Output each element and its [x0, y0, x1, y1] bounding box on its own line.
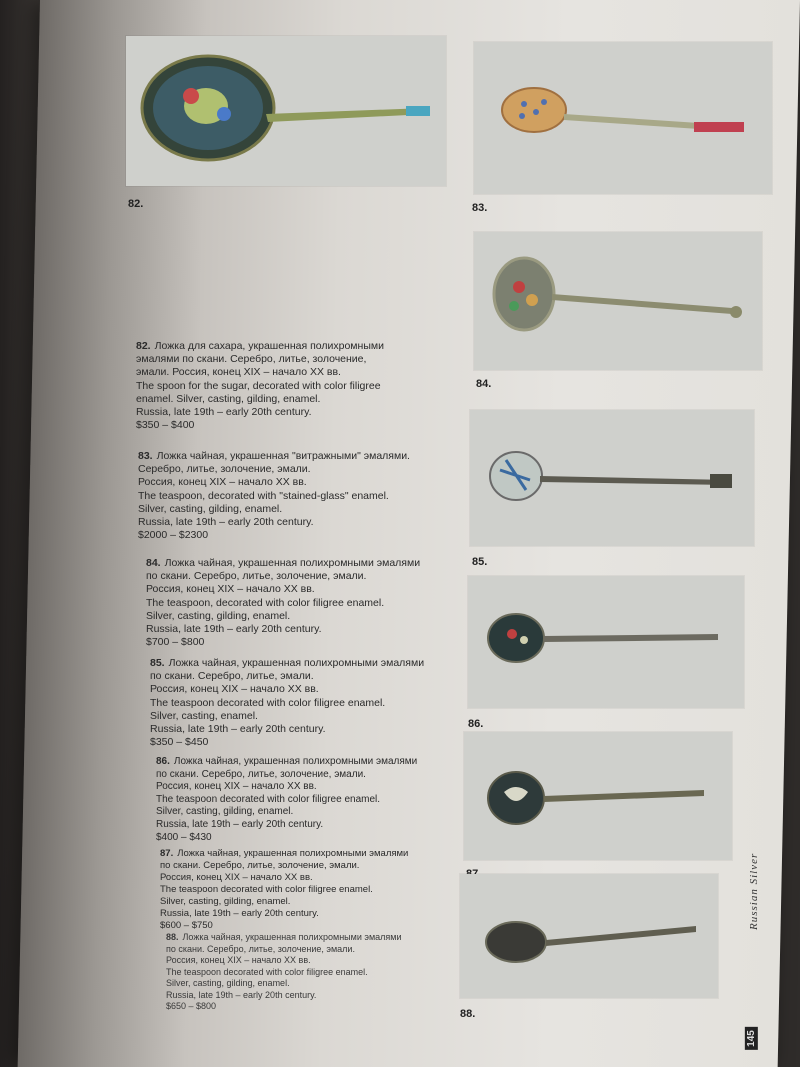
caption-82: 82.: [128, 198, 144, 210]
desc-line: Silver, casting, gilding, enamel.: [166, 978, 290, 988]
desc-line: Россия, конец XIX – начало XX вв.: [146, 583, 315, 596]
desc-price: $2000 – $2300: [138, 529, 209, 542]
desc-line: The spoon for the sugar, decorated with color filigree: [136, 379, 381, 392]
desc-line: Russia, late 19th – early 20th century.: [136, 406, 312, 419]
caption-86: 86.: [468, 718, 484, 730]
desc-line: Россия, конец XIX – начало XX вв.: [150, 683, 319, 696]
photo-spoon-88: [460, 874, 718, 998]
item-number: 83.: [138, 450, 153, 462]
running-title: Russian Silver: [748, 852, 760, 930]
photo-spoon-85: [470, 410, 754, 546]
desc-line: Russia, late 19th – early 20th century.: [150, 723, 326, 736]
desc-line: Russia, late 19th – early 20th century.: [138, 516, 314, 529]
page-number: 145: [745, 1027, 758, 1050]
photo-spoon-83: [474, 42, 772, 194]
desc-line: Ложка чайная, украшенная полихромными эмалями: [177, 848, 409, 859]
spoon-86-image: [468, 576, 744, 708]
photo-spoon-82: [126, 36, 446, 186]
desc-line: The teaspoon, decorated with color filigree enamel.: [146, 596, 385, 609]
desc-line: Ложка чайная, украшенная полихромными эмалями: [182, 932, 402, 942]
item-number: 86.: [156, 756, 170, 767]
spoon-82-image: [126, 36, 446, 186]
caption-84: 84.: [476, 378, 492, 390]
desc-line: The teaspoon decorated with color filigree enamel.: [160, 884, 373, 895]
desc-line: The teaspoon, decorated with "stained-glass" enamel.: [138, 489, 389, 502]
item-number: 85.: [150, 657, 165, 669]
desc-line: эмали. Россия, конец XIX – начало XX вв.: [136, 366, 341, 379]
spoon-88-image: [460, 874, 718, 998]
desc-line: The teaspoon decorated with color filigree enamel.: [166, 966, 368, 977]
spoon-83-image: [474, 42, 772, 194]
desc-line: по скани. Серебро, литье, золочение, эмали.: [166, 943, 355, 954]
desc-line: по скани. Серебро, литье, золочение, эмали.: [146, 570, 367, 583]
desc-line: Ложка чайная, украшенная полихромными эмалями: [173, 756, 418, 767]
description-86: [156, 756, 417, 844]
desc-line: Ложка чайная, украшенная "витражными" эмалями.: [156, 450, 410, 462]
desc-line: по скани. Серебро, литье, эмали.: [150, 670, 314, 683]
desc-line: Ложка для сахара, украшенная полихромными: [154, 340, 384, 352]
desc-line: Russia, late 19th – early 20th century.: [146, 623, 322, 636]
desc-line: The teaspoon decorated with color filigree enamel.: [156, 793, 381, 805]
desc-line: The teaspoon decorated with color filigree enamel.: [150, 696, 386, 709]
desc-price: $700 – $800: [146, 636, 205, 649]
desc-line: по скани. Серебро, литье, золочение, эмали.: [156, 768, 366, 780]
desc-line: enamel. Silver, casting, gilding, enamel.: [136, 392, 321, 405]
desc-line: Silver, casting, gilding, enamel.: [156, 806, 294, 818]
item-number: 84.: [146, 557, 161, 569]
caption-88: 88.: [460, 1008, 476, 1020]
desc-line: Россия, конец XIX – начало XX вв.: [138, 476, 307, 489]
item-number: 82.: [136, 340, 151, 352]
description-84: [146, 557, 420, 649]
caption-85: 85.: [472, 556, 488, 568]
description-88: [166, 932, 402, 1013]
desc-line: Russia, late 19th – early 20th century.: [160, 908, 319, 919]
photo-spoon-86: [468, 576, 744, 708]
caption-83: 83.: [472, 202, 488, 214]
desc-price: $650 – $800: [166, 1001, 217, 1011]
photo-spoon-84: [474, 232, 762, 370]
description-85: [150, 657, 424, 749]
desc-line: по скани. Серебро, литье, золочение, эмали.: [160, 860, 360, 871]
desc-line: Россия, конец XIX – начало XX вв.: [166, 955, 311, 965]
desc-line: Silver, casting, gilding, enamel.: [146, 609, 291, 622]
photo-spoon-87: [464, 732, 732, 860]
desc-line: Russia, late 19th – early 20th century.: [156, 818, 324, 830]
desc-line: Silver, casting, gilding, enamel.: [160, 896, 291, 907]
desc-line: Silver, casting, enamel.: [150, 709, 258, 722]
desc-line: Серебро, литье, золочение, эмали.: [138, 463, 311, 476]
spoon-87-image: [464, 732, 732, 860]
desc-price: $400 – $430: [156, 831, 212, 843]
desc-line: Ложка чайная, украшенная полихромными эмалями: [164, 557, 421, 569]
item-number: 87.: [160, 848, 174, 859]
description-83: [138, 450, 410, 542]
desc-line: эмалями по скани. Серебро, литье, золочение,: [136, 353, 367, 366]
desc-line: Ложка чайная, украшенная полихромными эмалями: [168, 657, 425, 669]
desc-line: Silver, casting, gilding, enamel.: [138, 502, 283, 515]
desc-line: Russia, late 19th – early 20th century.: [166, 989, 317, 1000]
spoon-84-image: [474, 232, 762, 370]
desc-price: $600 – $750: [160, 920, 213, 931]
description-87: [160, 848, 408, 932]
desc-price: $350 – $450: [150, 736, 209, 749]
description-82: [136, 340, 384, 432]
spoon-85-image: [470, 410, 754, 546]
desc-price: $350 – $400: [136, 419, 195, 432]
desc-line: Россия, конец XIX – начало XX вв.: [160, 872, 313, 883]
item-number: 88.: [166, 932, 179, 942]
desc-line: Россия, конец XIX – начало XX вв.: [156, 781, 317, 793]
